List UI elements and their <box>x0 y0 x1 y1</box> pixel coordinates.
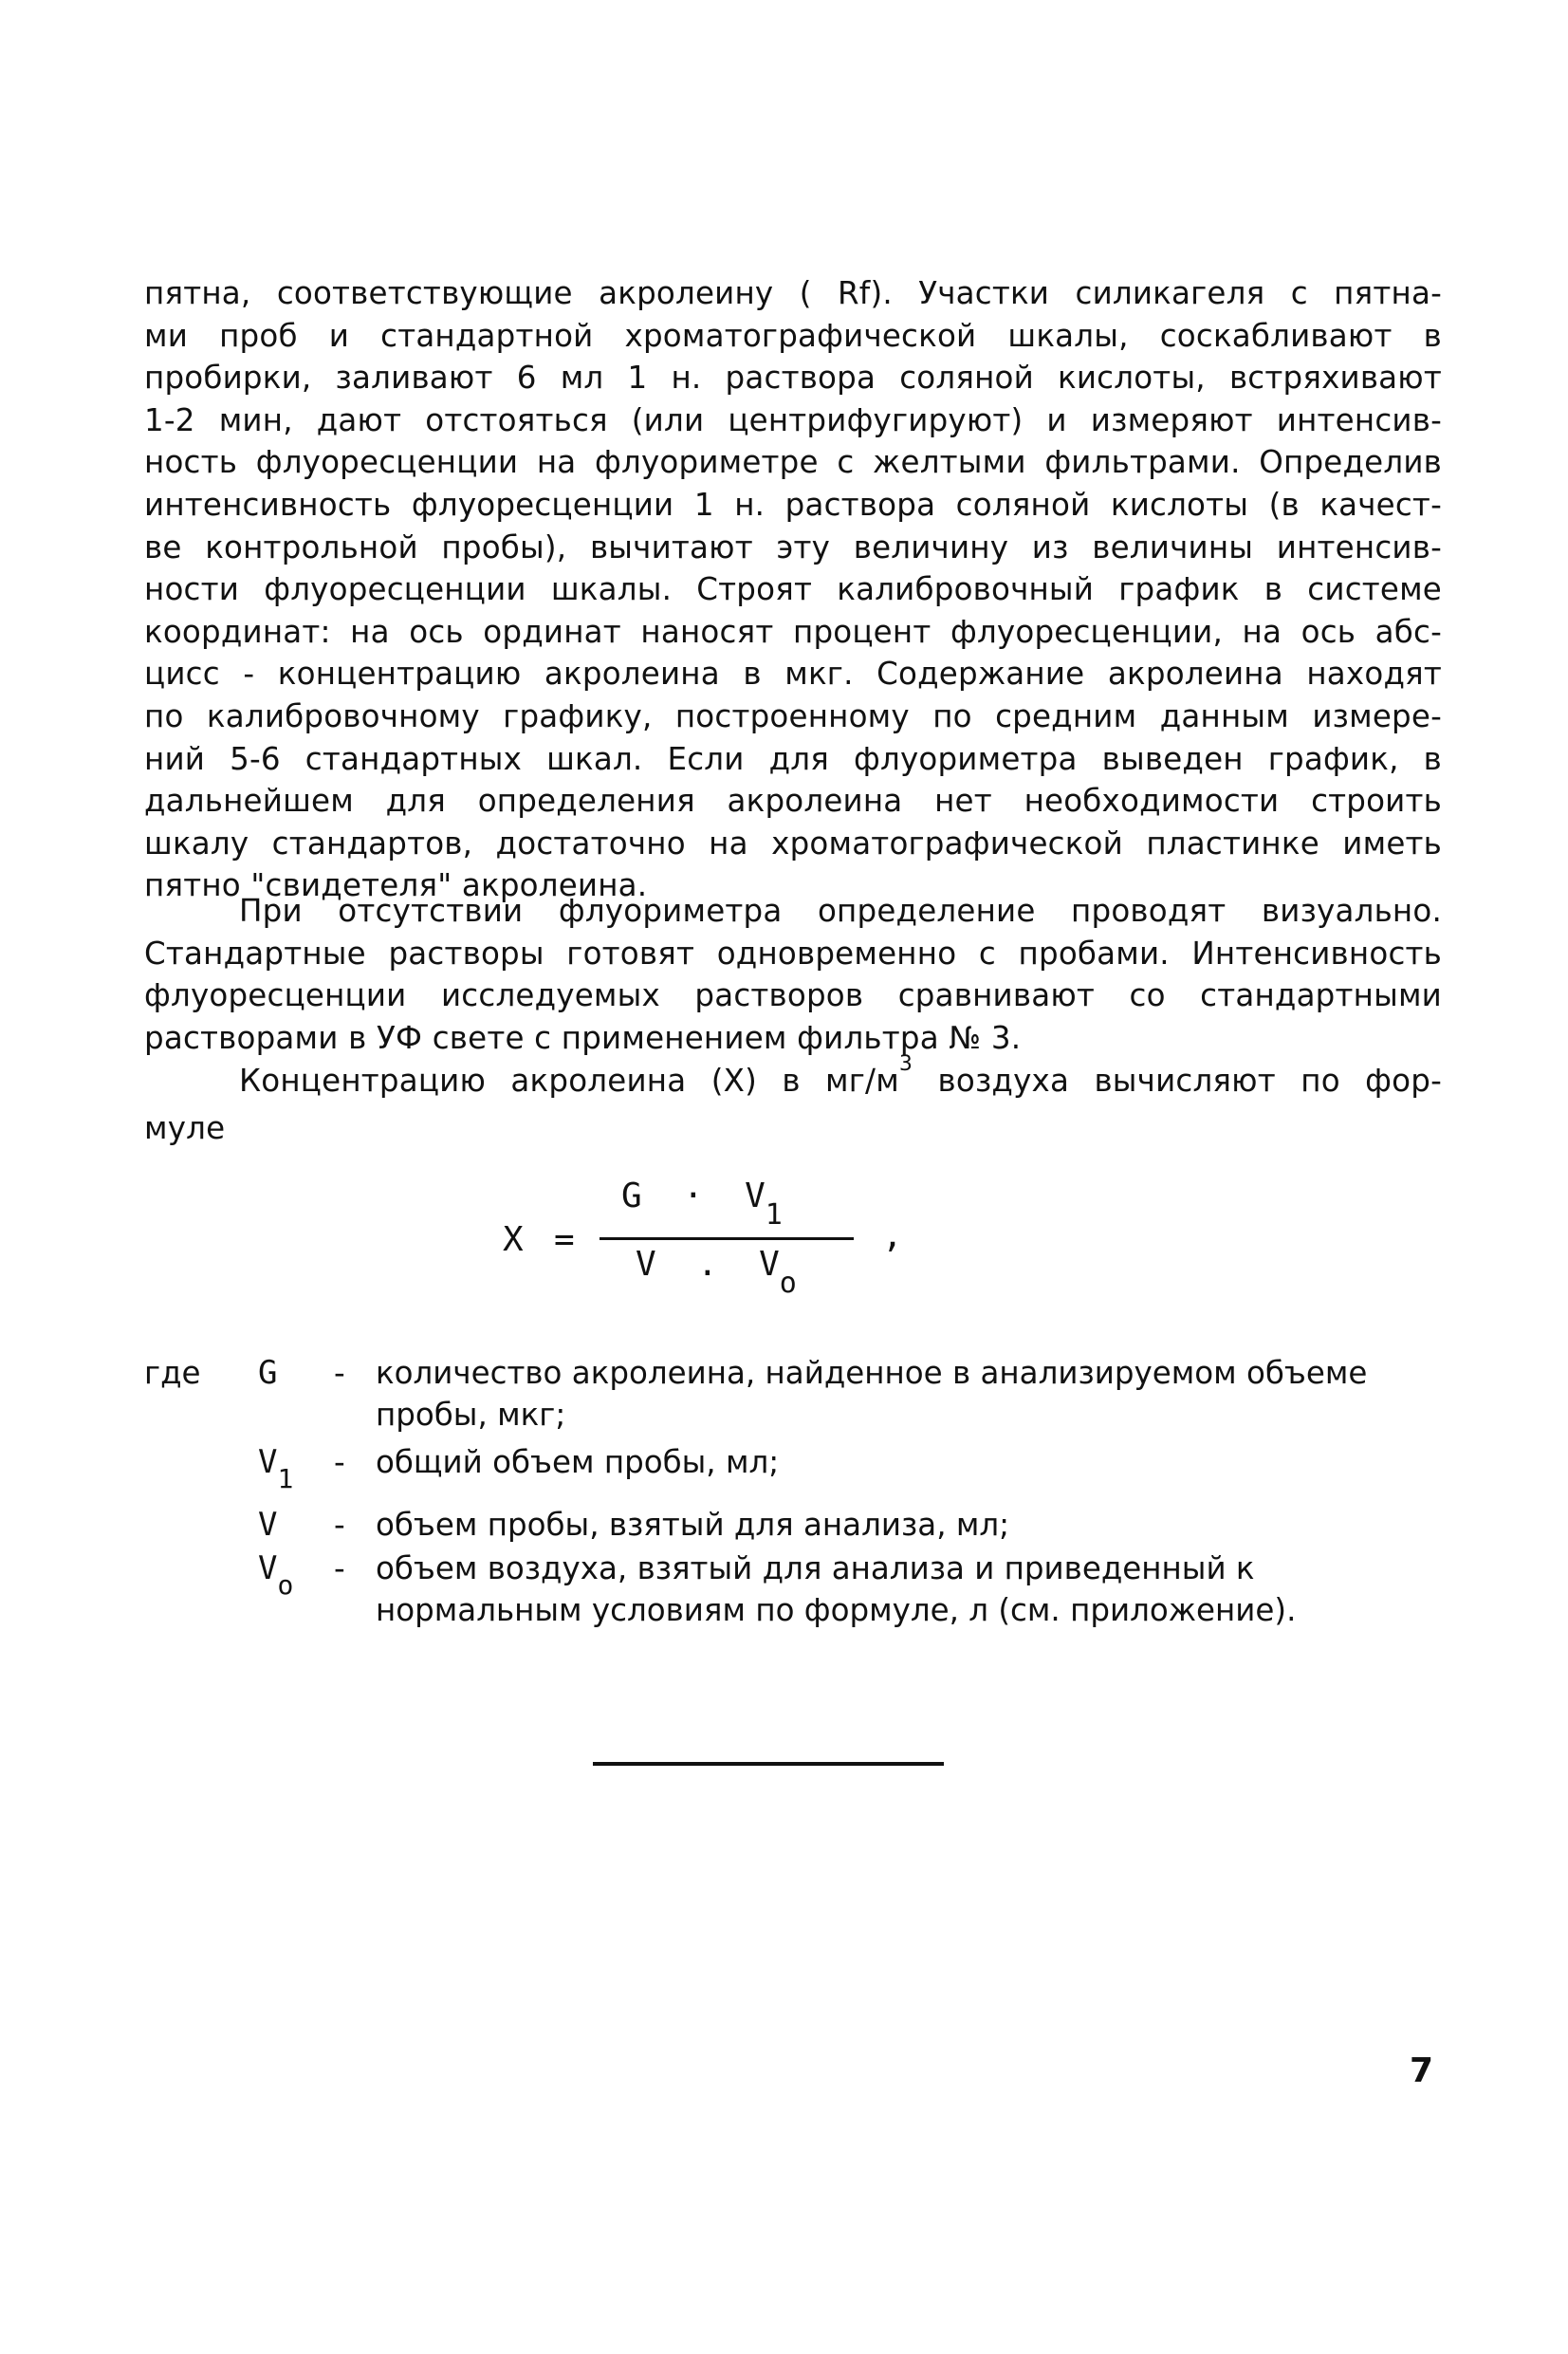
text-line: пробирки, заливают 6 мл 1 н. раствора соляной кислоты, встряхивают <box>144 360 1442 397</box>
formula-numerator <box>621 1177 783 1232</box>
text-line: пятно "свидетеля" акролеина. <box>144 867 648 904</box>
legend-symbol-subscript: o <box>277 1569 294 1601</box>
text-line: Стандартные растворы готовят одновременно с пробами. Интенсивность <box>144 935 1442 972</box>
text-line: пятна, соответствующие акролеину ( Rf). Участки силикагеля с пятна- <box>144 275 1442 311</box>
text-line: растворами в УФ свете с применением фильтра № 3. <box>144 1019 1022 1056</box>
legend-description: пробы, мкг; <box>376 1397 566 1433</box>
legend-symbol <box>258 1441 294 1494</box>
formula-operator: · <box>683 1177 704 1215</box>
text-line: ве контрольной пробы), вычитают эту величину из величины интенсив- <box>144 528 1442 565</box>
legend-dash: - <box>334 1444 345 1480</box>
text-line: муле <box>144 1109 226 1146</box>
page-number: 7 <box>1410 2051 1434 2090</box>
text-line: шкалу стандартов, достаточно на хроматографической пластинке иметь <box>144 825 1442 862</box>
formula-symbol: G <box>621 1177 642 1215</box>
text-line: ность флуоресценции на флуориметре с желтыми фильтрами. Определив <box>144 444 1442 481</box>
text-line: ности флуоресценции шкалы. Строят калибровочный график в системе <box>144 571 1442 608</box>
text-line: дальнейшем для определения акролеина нет необходимости строить <box>144 783 1442 820</box>
fraction-bar <box>600 1237 854 1240</box>
formula-comma: , <box>882 1216 903 1255</box>
legend-description: нормальным условиям по формуле, л (см. приложение). <box>376 1592 1297 1628</box>
text-line: по калибровочному графику, построенному по средним данным измере- <box>144 697 1442 734</box>
legend-symbol <box>258 1352 277 1394</box>
legend-dash: - <box>334 1355 345 1391</box>
text-line: ми проб и стандартной хроматографической шкалы, соскабливают в <box>144 317 1442 354</box>
text-line: При отсутствии флуориметра определение проводят визуально. <box>239 893 1442 929</box>
paragraph-calibration <box>144 272 1442 907</box>
formula-lhs: X <box>503 1220 524 1259</box>
legend-description: количество акролеина, найденное в анализируемом объеме <box>376 1355 1368 1391</box>
section-divider <box>593 1762 944 1766</box>
text-line: ний 5-6 стандартных шкал. Если для флуориметра выведен график, в <box>144 740 1442 777</box>
formula-legend <box>144 1352 1442 1631</box>
formula-symbol: V <box>636 1245 656 1284</box>
text-line: цисс - концентрацию акролеина в мкг. Содержание акролеина находят <box>144 656 1442 693</box>
legend-dash: - <box>334 1507 345 1543</box>
legend-symbol-letter: V <box>258 1443 278 1481</box>
superscript: 3 <box>898 1052 913 1076</box>
legend-item <box>144 1352 1442 1436</box>
text-line: интенсивность флуоресценции 1 н. раствора соляной кислоты (в качест- <box>144 486 1442 523</box>
legend-symbol-letter: V <box>258 1506 278 1544</box>
legend-item <box>144 1548 1442 1631</box>
legend-item <box>144 1441 1442 1494</box>
formula-subscript: 1 <box>765 1198 783 1232</box>
paragraph-visual-method <box>144 890 1442 1059</box>
concentration-formula <box>503 1177 939 1309</box>
legend-symbol-letter: V <box>258 1549 278 1587</box>
legend-symbol-letter: G <box>258 1354 278 1392</box>
text-line: 1-2 мин, дают отстояться (или центрифугируют) и измеряют интенсив- <box>144 401 1442 438</box>
legend-description: объем воздуха, взятый для анализа и приведенный к <box>376 1550 1255 1586</box>
formula-symbol: V <box>745 1177 766 1215</box>
text-fragment: Концентрацию акролеина (X) в мг/м <box>239 1063 899 1099</box>
paragraph-concentration <box>144 1052 1442 1149</box>
formula-symbol: V <box>759 1245 780 1284</box>
text-line <box>144 1052 1442 1107</box>
text-line: координат: на ось ординат наносят процент флуоресценции, на ось абс- <box>144 613 1442 650</box>
formula-denominator <box>636 1245 797 1300</box>
legend-item <box>144 1504 1442 1546</box>
legend-description: объем пробы, взятый для анализа, мл; <box>376 1507 1010 1543</box>
text-line: флуоресценции исследуемых растворов сравнивают со стандартными <box>144 977 1442 1014</box>
formula-operator: . <box>697 1245 718 1284</box>
legend-dash: - <box>334 1550 345 1586</box>
legend-symbol-subscript: 1 <box>277 1463 294 1494</box>
legend-symbol <box>258 1548 294 1601</box>
legend-where-label: где <box>144 1355 201 1391</box>
legend-symbol <box>258 1504 277 1546</box>
formula-subscript: o <box>779 1267 797 1300</box>
formula-equals: = <box>554 1220 575 1259</box>
legend-description: общий объем пробы, мл; <box>376 1444 780 1480</box>
text-fragment: воздуха вычисляют по фор- <box>913 1063 1442 1099</box>
